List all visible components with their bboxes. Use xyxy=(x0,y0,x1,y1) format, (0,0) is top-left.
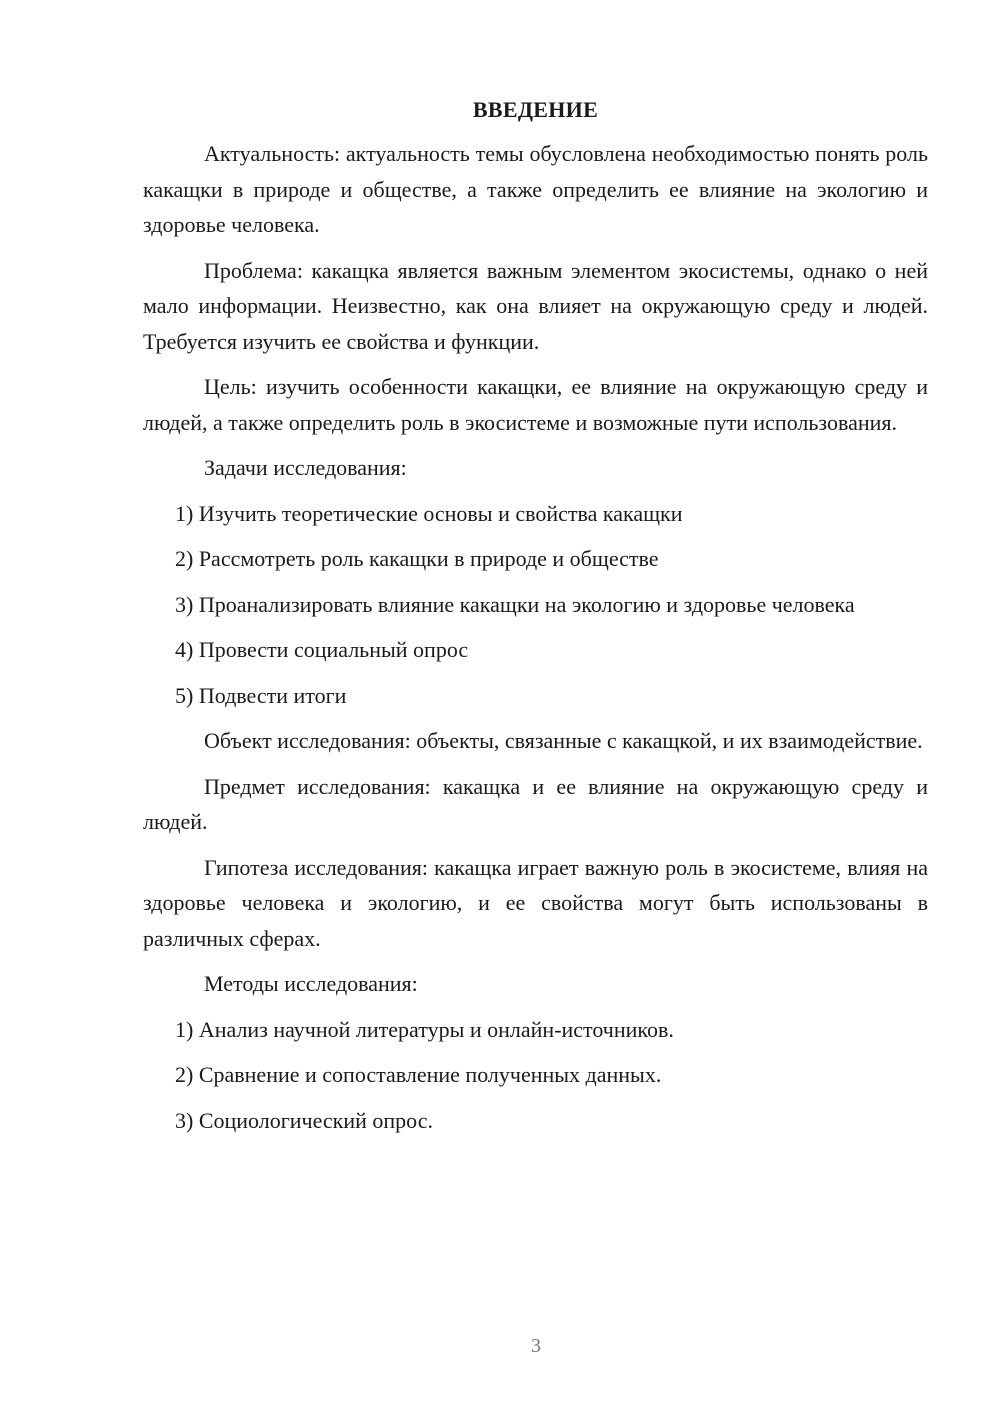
goal-paragraph: Цель: изучить особенности какащки, ее влияние на окружающую среду и людей, а также определить роль в экосистеме и возможные пути использования. xyxy=(143,374,928,435)
problem-paragraph: Проблема: какащка является важным элементом экосистемы, однако о ней мало информации. Неизвестно, как она влияет на окружающую среду и людей. Требуется изучить ее свойства и функции. xyxy=(143,257,928,354)
method-item: 2) Сравнение и сопоставление полученных данных. xyxy=(175,1062,662,1087)
methods-heading: Методы исследования: xyxy=(204,971,418,996)
page-content xyxy=(143,92,928,1148)
page-number: 3 xyxy=(531,1335,541,1357)
task-item: 1) Изучить теоретические основы и свойства какащки xyxy=(175,500,683,526)
method-item: 1) Анализ научной литературы и онлайн-источников. xyxy=(175,1016,674,1042)
tasks-heading: Задачи исследования: xyxy=(204,455,407,480)
task-item: 4) Провести социальный опрос xyxy=(175,637,469,662)
section-heading: ВВЕДЕНИЕ xyxy=(472,97,599,122)
method-item: 3) Социологический опрос. xyxy=(175,1107,433,1133)
subject-paragraph: Предмет исследования: какащка и ее влияние на окружающую среду и людей. xyxy=(143,773,928,834)
task-item: 2) Рассмотреть роль какащки в природе и обществе xyxy=(175,546,659,571)
task-item: 3) Проанализировать влияние какащки на экологию и здоровье человека xyxy=(175,591,855,617)
hypothesis-paragraph: Гипотеза исследования: какащка играет важную роль в экосистеме, влияя на здоровье человека и экологию, и ее свойства могут быть использованы в различных сферах. xyxy=(143,854,928,951)
task-item: 5) Подвести итоги xyxy=(175,682,347,708)
object-paragraph: Объект исследования: объекты, связанные с какащкой, и их взаимодействие. xyxy=(204,728,923,753)
relevance-paragraph: Актуальность: актуальность темы обусловлена необходимостью понять роль какащки в природе и обществе, а также определить ее влияние на экологию и здоровье человека. xyxy=(143,141,928,237)
